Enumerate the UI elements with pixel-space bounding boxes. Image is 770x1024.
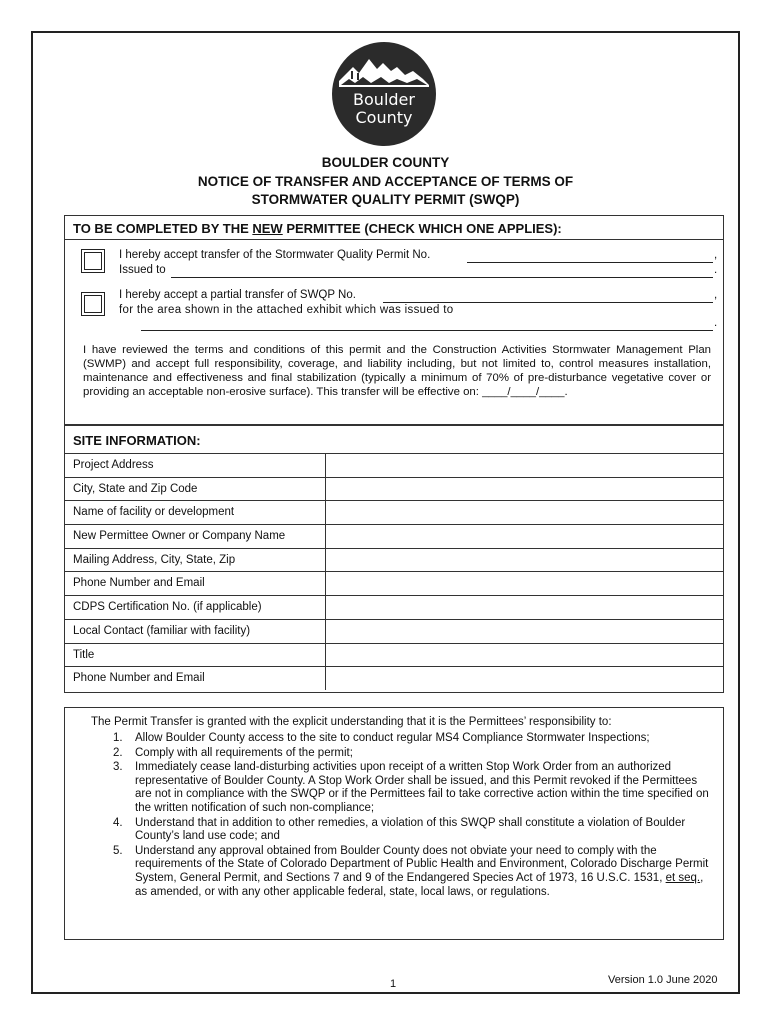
comma: , [714,289,718,301]
list-item: 5. Understand any approval obtained from Boulder County does not obviate your need to comply with the requirements of the State of Colorado Department of Public Health and Environment, Colorado Discharge Permit System, General Permit, and Sections 7 and 9 of the Endangered Species Act of 1973, 16 U.S.C. 1531, et seq., as amended, or with any other applicable federal, state, local laws, or regulations. [113,844,709,898]
title-label: Title [73,648,95,661]
full-transfer-label: I hereby accept transfer of the Stormwater Quality Permit No. [119,249,431,261]
title-permit: STORMWATER QUALITY PERMIT (SWQP) [251,192,520,207]
title-field[interactable] [325,644,723,667]
partial-area-label: for the area shown in the attached exhibit which was issued to [119,304,454,316]
table-row [65,595,723,619]
table-row [65,571,723,595]
table-row [65,500,723,524]
table-row [65,548,723,572]
facility-name-field[interactable] [325,501,723,524]
local-contact-field[interactable] [325,620,723,643]
full-transfer-checkbox[interactable] [81,249,105,273]
svg-text:County: County [355,108,413,127]
mailing-address-label: Mailing Address, City, State, Zip [73,553,236,566]
list-item: 3. Immediately cease land-disturbing activities upon receipt of a written Stop Work Order from an authorized representative of Boulder County. A Stop Work Order shall be issued, and this Permit revoked if the Permittees are not in compliance with the SWQP or if the Permittees fail to take corrective action within the time specified on the written notification of such non-compliance; [113,761,709,814]
page-number: 1 [390,978,397,990]
issued-to-label: Issued to [119,264,166,276]
permit-terms-section [64,707,724,940]
site-information-heading: SITE INFORMATION: [73,433,201,448]
version-label: Version 1.0 June 2020 [608,974,718,986]
new-permittee-section [64,215,724,425]
city-state-zip-field[interactable] [325,478,723,501]
site-information-table [65,453,723,690]
boulder-county-logo [331,41,437,147]
site-information-section [64,425,724,693]
owner-name-label: New Permittee Owner or Company Name [73,530,286,543]
terms-intro: The Permit Transfer is granted with the explicit understanding that it is the Permittees’ responsibility to: [91,716,612,728]
list-item: 4. Understand that in addition to other remedies, a violation of this SWQP shall constitute a violation of Boulder County’s land use code; and [113,816,686,843]
contact-phone-email-label: Phone Number and Email [73,672,205,685]
comma: , [714,249,718,261]
owner-phone-email-field[interactable] [325,572,723,595]
partial-transfer-label: I hereby accept a partial transfer of SWQP No. [119,289,356,301]
facility-name-label: Name of facility or development [73,506,235,519]
owner-phone-email-label: Phone Number and Email [73,577,205,590]
permit-number-field[interactable] [467,262,713,263]
partial-transfer-checkbox[interactable] [81,292,105,316]
table-row [65,666,723,690]
list-item: 1. Allow Boulder County access to the site to conduct regular MS4 Compliance Stormwater Inspections; [113,732,650,744]
table-row [65,619,723,643]
city-state-zip-label: City, State and Zip Code [73,482,198,495]
owner-name-field[interactable] [325,525,723,548]
project-address-field[interactable] [325,454,723,477]
table-row [65,453,723,477]
table-row [65,477,723,501]
swqp-number-field[interactable] [383,302,713,303]
project-address-label: Project Address [73,459,154,471]
period: . [714,264,718,276]
cdps-certification-label: CDPS Certification No. (if applicable) [73,601,262,614]
svg-text:Boulder: Boulder [353,90,415,109]
table-row [65,643,723,667]
list-item: 2. Comply with all requirements of the permit; [113,746,353,759]
cdps-certification-field[interactable] [325,596,723,619]
mailing-address-field[interactable] [325,549,723,572]
title-notice: NOTICE OF TRANSFER AND ACCEPTANCE OF TERMS OF [197,174,574,189]
divider [65,239,723,240]
title-county: BOULDER COUNTY [321,155,450,170]
acceptance-statement: I have reviewed the terms and conditions of this permit and the Construction Activities Stormwater Management Plan (SWMP) and accept full responsibility, coverage, and liability including, but not limited to, control measures installation, maintenance and effectiveness and final stabilization (typically a minimum of 70% of pre-disturbance vegetative cover or providing an acceptable non-erosive surface). This transfer will be effective on: ____/____/____. [83,344,711,398]
et-seq-citation: et seq. [665,871,701,884]
table-row [65,524,723,548]
new-permittee-heading: TO BE COMPLETED BY THE NEW PERMITTEE (CHECK WHICH ONE APPLIES): [73,221,562,236]
partial-issued-to-field[interactable] [141,330,713,331]
contact-phone-email-field[interactable] [325,667,723,690]
issued-to-field[interactable] [171,277,713,278]
local-contact-label: Local Contact (familiar with facility) [73,624,251,637]
terms-list [113,732,715,900]
period: . [714,317,718,329]
